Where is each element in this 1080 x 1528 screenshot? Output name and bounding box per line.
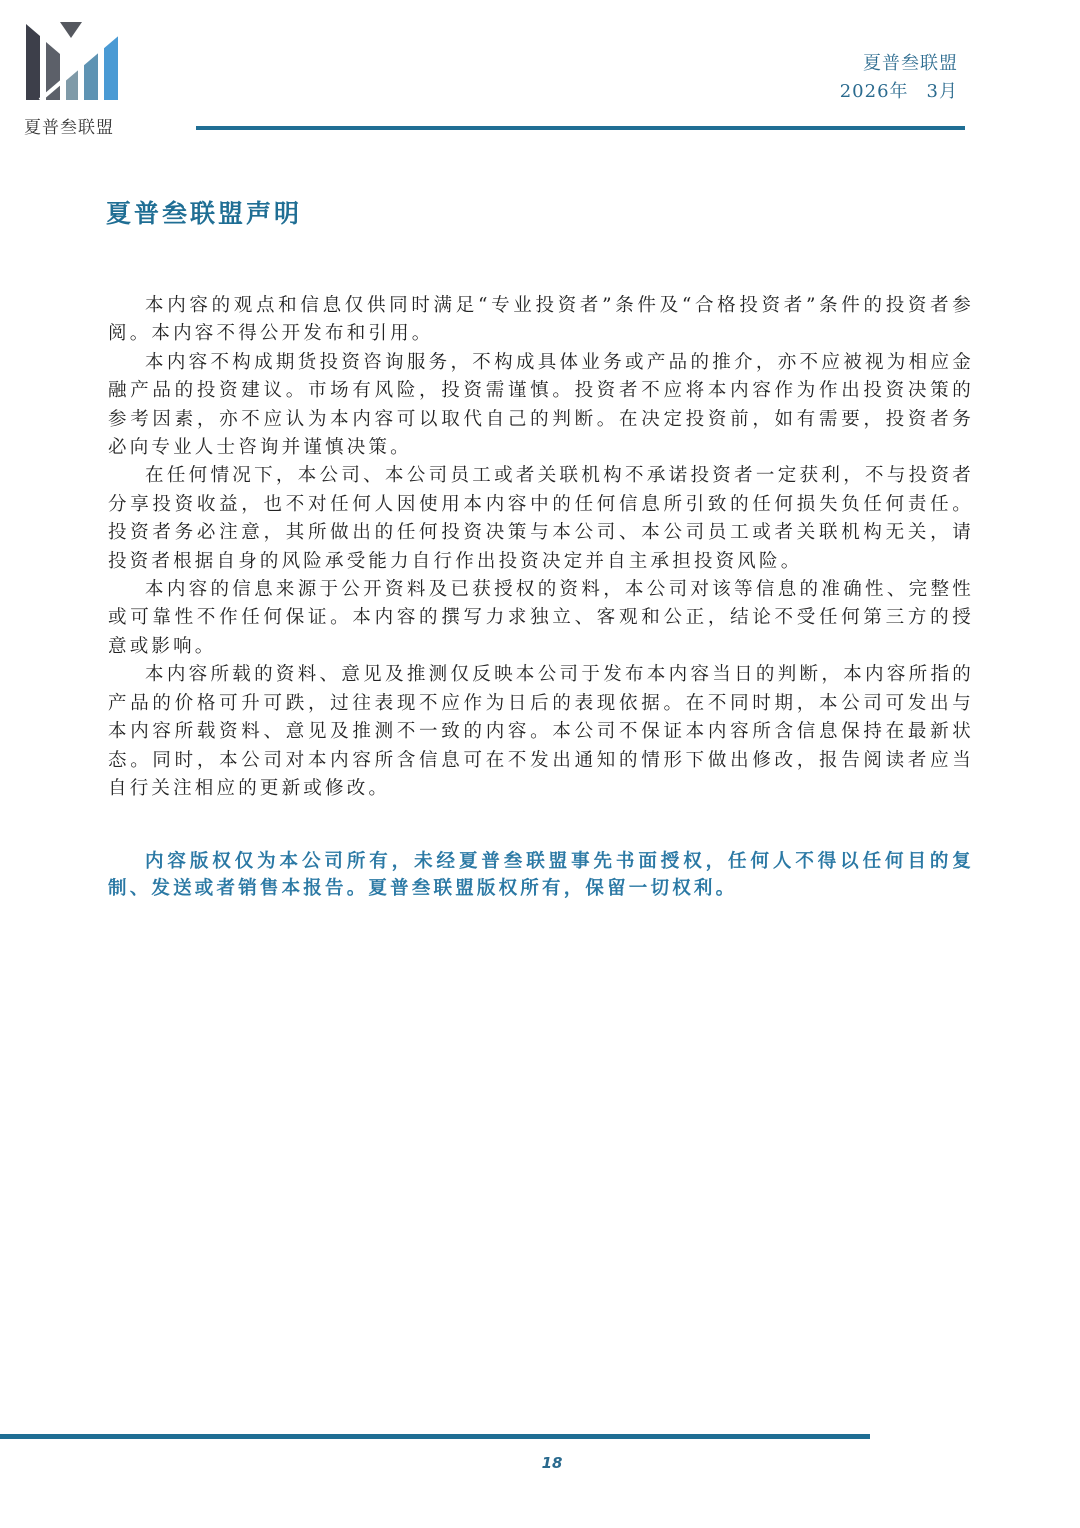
disclaimer-paragraph: 本内容的观点和信息仅供同时满足“专业投资者”条件及“合格投资者”条件的投资者参阅。本内容不得公开发布和引用。 [108,295,974,345]
disclaimer-paragraph: 在任何情况下，本公司、本公司员工或者关联机构不承诺投资者一定获利，不与投资者分享投资收益，也不对任何人因使用本内容中的任何信息所引致的任何损失负任何责任。投资者务必注意，其所做出的任何投资决策与本公司、本公司员工或者关联机构无关，请投资者根据自身的风险承受能力自行作出投资决定并自主承担投资风险。 [108,465,974,572]
copyright-text: 内容版权仅为本公司所有，未经夏普叁联盟事先书面授权，任何人不得以任何目的复制、发送或者销售本报告。夏普叁联盟版权所有，保留一切权利。 [108,851,974,899]
header-date [840,78,958,106]
logo-text: 夏普叁联盟 [24,118,114,138]
header-info [840,50,958,106]
footer-divider [0,1434,870,1439]
disclaimer-paragraph: 本内容所载的资料、意见及推测仅反映本公司于发布本内容当日的判断，本内容所指的产品的价格可升可跌，过往表现不应作为日后的表现依据。在不同时期，本公司可发出与本内容所载资料、意见及推测不一致的内容。本公司不保证本内容所含信息保持在最新状态。同时，本公司对本内容所含信息可在不发出通知的情形下做出修改，报告阅读者应当自行关注相应的更新或修改。 [108,664,974,799]
header-divider [196,126,965,130]
company-logo-icon [26,20,122,100]
disclaimer-paragraph: 本内容的信息来源于公开资料及已获授权的资料，本公司对该等信息的准确性、完整性或可靠性不作任何保证。本内容的撰写力求独立、客观和公正，结论不受任何第三方的授意或影响。 [108,579,974,657]
disclaimer-paragraph: 本内容不构成期货投资咨询服务，不构成具体业务或产品的推介，亦不应被视为相应金融产品的投资建议。市场有风险，投资需谨慎。投资者不应将本内容作为作出投资决策的参考因素，亦不应认为本内容可以取代自己的判断。在决定投资前，如有需要，投资者务必向专业人士咨询并谨慎决策。 [108,351,974,459]
header-org-name: 夏普叁联盟 [863,53,958,74]
header-date-month: 3月 [926,81,958,102]
page-number: 18 [541,1454,563,1472]
copyright-notice [108,848,974,902]
header-date-year: 2026年 [839,81,909,102]
disclaimer-body [108,292,974,803]
page-title: 夏普叁联盟声明 [106,199,303,228]
